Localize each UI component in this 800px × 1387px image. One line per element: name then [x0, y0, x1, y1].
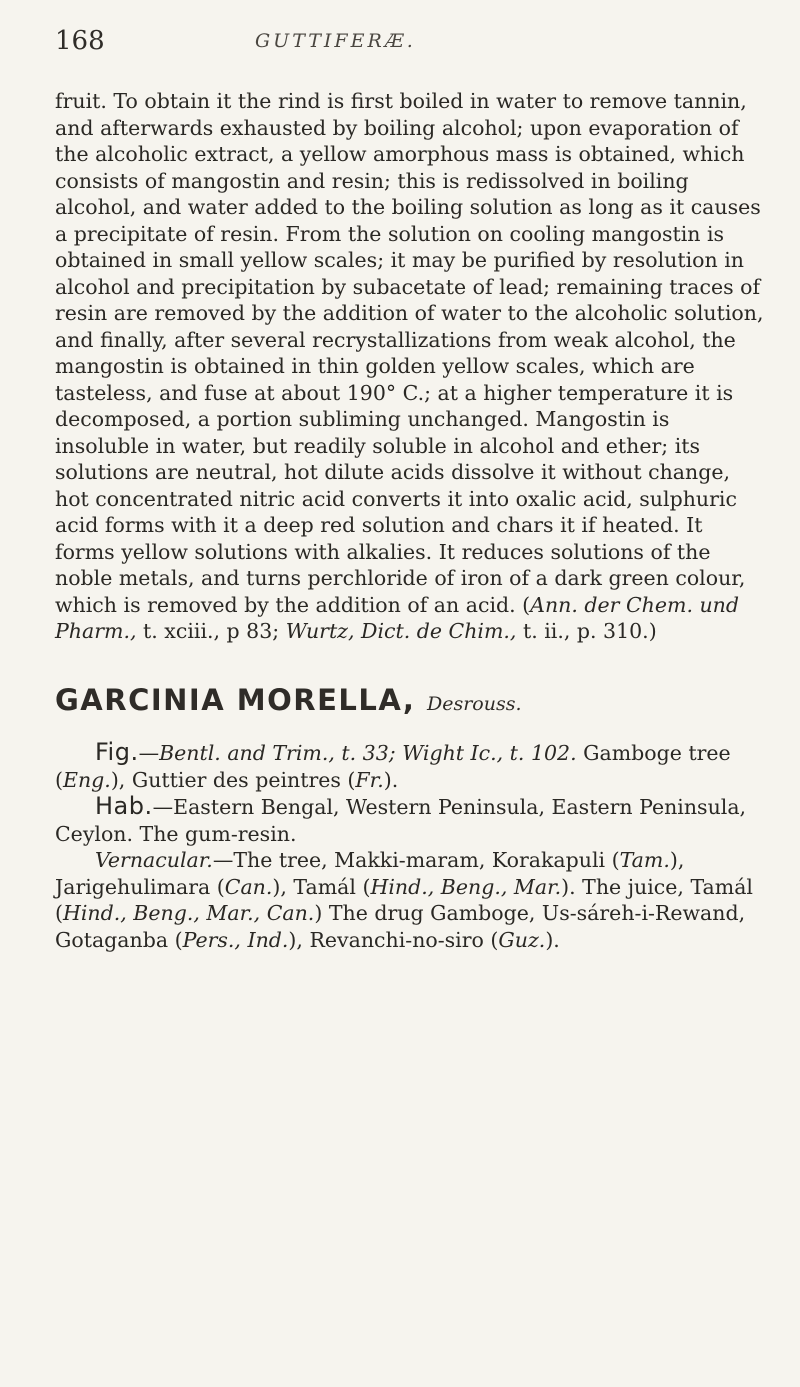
section-heading — [55, 682, 767, 718]
ref-ann-chem: Ann. der Chem. und Pharm., — [55, 592, 740, 643]
fig-dash: — — [138, 741, 160, 765]
body-text — [55, 88, 767, 953]
fig-label: Fig. — [95, 738, 139, 766]
fig-lang-eng: Eng. — [63, 767, 111, 792]
vern-l3: Hind., Beng., Mar. — [370, 874, 562, 899]
hab-paragraph — [55, 793, 767, 847]
fig-text-1: Gamboge tree ( — [55, 741, 731, 792]
vern-t6: ), Revanchi-no-siro ( — [288, 927, 499, 952]
vern-l6: Guz. — [498, 927, 546, 952]
running-title: GUTTIFERÆ. — [255, 30, 416, 52]
fig-lang-fr: Fr. — [355, 767, 384, 792]
vern-l1: Tam. — [619, 848, 670, 872]
fig-ref-wight: Wight Ic., t. 102. — [402, 741, 577, 765]
fig-text-3: ). — [383, 767, 399, 792]
vern-t3: ), Tamál ( — [272, 874, 371, 899]
fig-ref-bentley: Bentl. and Trim., t. 33; — [159, 741, 396, 765]
vernacular-label: Vernacular. — [95, 848, 213, 872]
vern-t4: ). The juice, Tamál ( — [55, 874, 753, 925]
fig-text-2: ), Guttier des peintres ( — [110, 767, 356, 792]
page-number: 168 — [55, 26, 105, 56]
vern-l2: Can. — [224, 874, 273, 899]
hab-text: —Eastern Bengal, Western Peninsula, Eastern Peninsula, Ceylon. The gum-resin. — [55, 795, 747, 846]
paragraph-mangostin-text: fruit. To obtain it the rind is first boiled in water to remove tannin, and afterwards exhausted by boiling alcohol; upon evaporation of the alcoholic extract, a yellow amorphous mass is obtained, which consists of mangostin and resin; this is redissolved in boiling alcohol, and water added to the boiling solution as long as it causes a precipitate of resin. From the solution on cooling mangostin is obtained in small yellow scales; it may be purified by resolution in alcohol and precipitation by subacetate of lead; remaining traces of resin are removed by the addition of water to the alcoholic solution, and finally, after several recrystallizations from weak alcohol, the mangostin is obtained in thin golden yellow scales, which are tasteless, and fuse at about 190° C.; at a higher temperature it is decomposed, a portion subliming unchanged. Mangostin is insoluble in water, but readily soluble in alcohol and ether; its solutions are neutral, hot dilute acids dissolve it without change, hot concentrated nitric acid converts it into oxalic acid, sulphuric acid forms with it a deep red solution and chars it if heated. It forms yellow solutions with alkalies. It reduces solutions of the noble metals, and turns perchloride of iron of a dark green colour, which is removed by the addition of an acid. — [55, 89, 764, 617]
vern-l5: Pers., Ind. — [182, 927, 289, 952]
species-title: GARCINIA MORELLA, — [55, 682, 416, 717]
vern-t1: —The tree, Makki-maram, Korakapuli ( — [212, 848, 620, 872]
vern-t5: ) The drug Gamboge, Us-sáreh-i-Rewand, Gotaganba ( — [55, 901, 746, 952]
vern-l4: Hind., Beng., Mar., Can. — [63, 901, 315, 925]
running-head — [55, 26, 745, 62]
fig-paragraph — [55, 739, 767, 793]
species-author: Desrouss. — [426, 692, 522, 715]
paragraph-mangostin — [55, 88, 767, 645]
ref-wurtz: Wurtz, Dict. de Chim., — [285, 619, 517, 643]
hab-label: Hab. — [95, 792, 153, 820]
ref-wurtz-rest: t. ii., p. 310.) — [516, 619, 657, 643]
vernacular-paragraph — [55, 847, 767, 953]
vern-t2: ), Jarigehulimara ( — [55, 848, 685, 899]
ref-open: ( — [522, 592, 531, 617]
ref-ann-chem-rest: t. xciii., p 83; — [136, 619, 286, 643]
vern-t7: ). — [545, 927, 560, 952]
